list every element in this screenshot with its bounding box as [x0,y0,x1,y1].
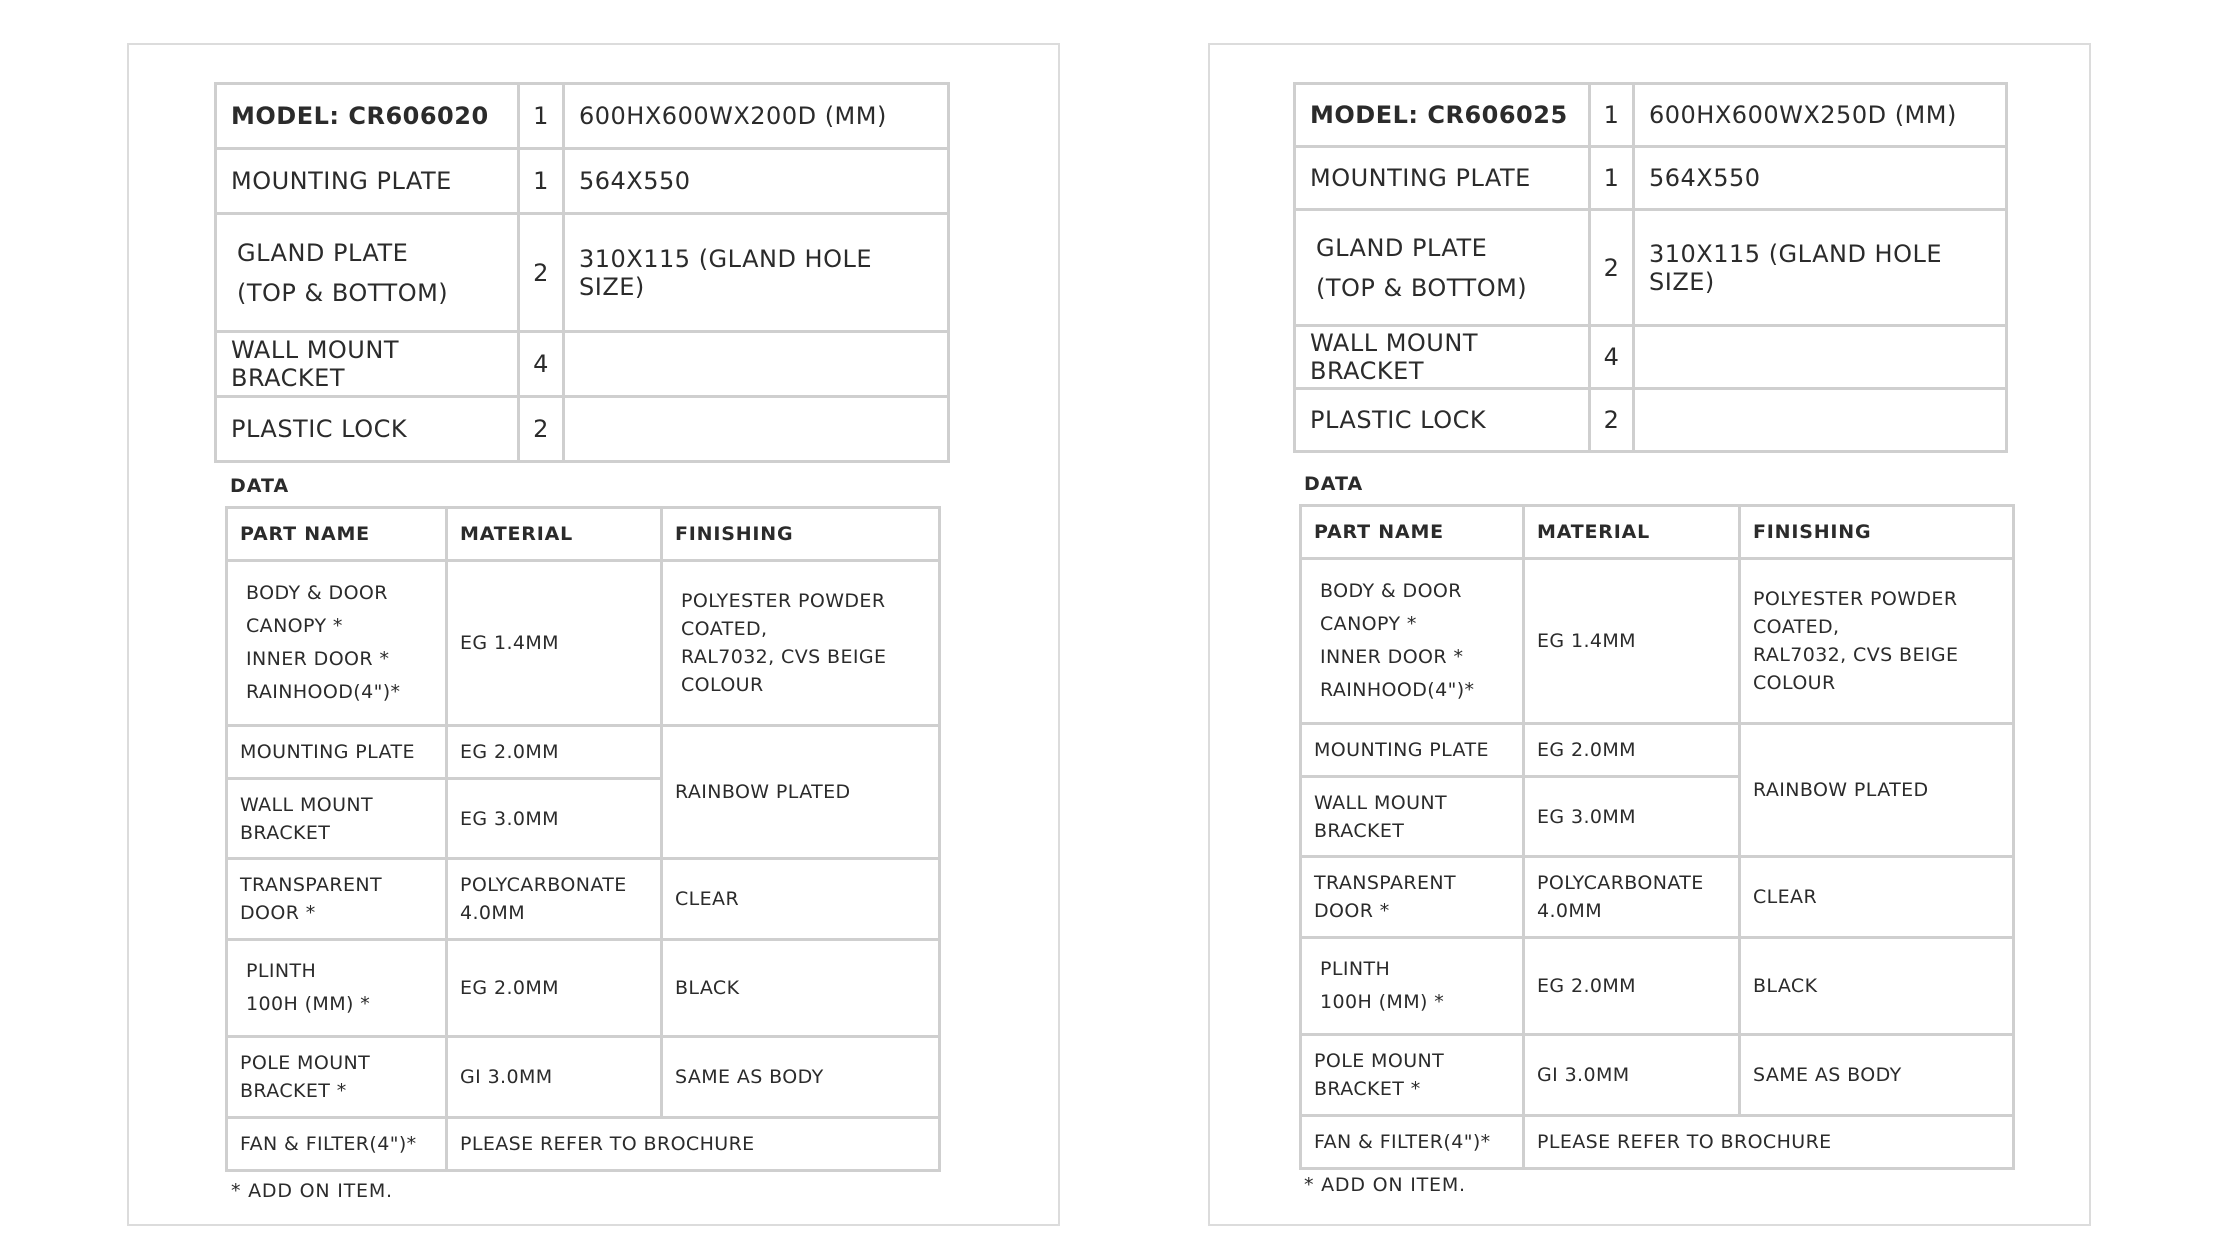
part-name-cell [1301,857,1524,938]
material-cell: EG 2.0MM [1524,938,1740,1035]
spec-item-desc: 564X550 [1634,147,2007,210]
table-row [227,561,940,726]
material-cell: GI 3.0MM [447,1037,662,1118]
spec-item-name: MOUNTING PLATE [1295,147,1590,210]
spec-item-line: GLAND PLATE [237,238,409,267]
qty-cell: 2 [1590,389,1634,452]
spec-item-desc [1634,389,2007,452]
spec-row-model [1295,84,2007,147]
part-name-cell [1301,559,1524,724]
material-line: POLYCARBONATE [460,874,627,896]
material-line: POLYCARBONATE [1537,872,1704,894]
finishing-line: COLOUR [1753,672,1836,694]
finishing-line: RAL7032, CVS BEIGE [681,646,887,668]
part-name-cell [1301,938,1524,1035]
finishing-cell [1740,559,2014,724]
spec-item-desc [564,397,949,462]
finishing-line: POLYESTER POWDER [1753,588,1958,610]
material-line: 4.0MM [1537,900,1603,922]
finishing-cell: CLEAR [1740,857,2014,938]
part-line: BRACKET * [1314,1078,1421,1100]
qty-cell: 2 [519,397,564,462]
part-line: 100H (MM) * [1320,991,1445,1013]
part-line: CANOPY * [1320,613,1417,635]
model-dimensions: 600HX600WX250D (MM) [1634,84,2007,147]
spec-row-mounting-plate [1295,147,2007,210]
qty-cell: 4 [1590,326,1634,389]
table-row [1301,1035,2014,1116]
part-line: POLE MOUNT [240,1052,371,1074]
qty-cell: 2 [1590,210,1634,326]
part-line: TRANSPARENT [1314,872,1456,894]
material-cell: EG 1.4MM [447,561,662,726]
spec-item-name [1295,210,1590,326]
part-name-cell: FAN & FILTER(4")* [227,1118,447,1171]
material-cell: EG 3.0MM [1524,777,1740,857]
spec-item-line: (TOP & BOTTOM) [1316,273,1528,302]
part-line: BRACKET [240,821,331,844]
part-name-cell: MOUNTING PLATE [227,726,447,779]
part-line: WALL MOUNT [1314,791,1448,814]
brochure-note: PLEASE REFER TO BROCHURE [1524,1116,2014,1169]
part-line: 100H (MM) * [246,993,371,1015]
table-row [1301,1116,2014,1169]
part-line: RAINHOOD(4")* [246,681,401,703]
finishing-cell: CLEAR [662,859,940,940]
material-line: 4.0MM [460,902,526,924]
material-cell: EG 2.0MM [1524,724,1740,777]
part-line: BRACKET * [240,1080,347,1102]
table-row [1301,938,2014,1035]
qty-cell: 1 [519,84,564,149]
part-name-cell [227,1037,447,1118]
qty-cell: 1 [1590,147,1634,210]
part-line: BRACKET [1314,819,1405,842]
spec-sheet-panel [127,43,1060,1226]
finishing-cell: RAINBOW PLATED [1740,724,2014,857]
part-name-cell [227,859,447,940]
part-line: DOOR * [240,902,316,924]
spec-item-name: MOUNTING PLATE [216,149,519,214]
material-cell [447,859,662,940]
spec-item-line: GLAND PLATE [1316,233,1488,262]
part-line: BODY & DOOR [246,582,388,604]
qty-cell: 2 [519,214,564,332]
qty-cell: 1 [1590,84,1634,147]
part-name-cell: FAN & FILTER(4")* [1301,1116,1524,1169]
qty-cell: 4 [519,332,564,397]
part-name-cell [1301,777,1524,857]
part-name-cell [227,779,447,859]
part-line: RAINHOOD(4")* [1320,679,1475,701]
spec-item-name: PLASTIC LOCK [1295,389,1590,452]
table-row [1301,559,2014,724]
finishing-cell: SAME AS BODY [662,1037,940,1118]
brochure-note: PLEASE REFER TO BROCHURE [447,1118,940,1171]
header-material: MATERIAL [447,508,662,561]
part-line: PLINTH [1320,958,1391,980]
material-cell: EG 1.4MM [1524,559,1740,724]
data-section-label: DATA [1304,473,1364,495]
spec-row-wall-bracket [1295,326,2007,389]
part-name-cell [227,561,447,726]
part-line: WALL MOUNT [240,793,374,816]
part-line: TRANSPARENT [240,874,382,896]
header-part-name: PART NAME [227,508,447,561]
material-cell [1524,857,1740,938]
model-spec-table [1293,82,2008,453]
finishing-cell: BLACK [662,940,940,1037]
data-section-label: DATA [230,475,290,497]
spec-item-name [216,214,519,332]
finishing-line: COATED, [1753,616,1840,638]
table-row [227,1037,940,1118]
add-on-footnote: * ADD ON ITEM. [1304,1174,1466,1196]
finishing-line: POLYESTER POWDER [681,590,886,612]
spec-item-desc: 564X550 [564,149,949,214]
part-name-cell: MOUNTING PLATE [1301,724,1524,777]
spec-sheet-panel [1208,43,2091,1226]
part-line: BODY & DOOR [1320,580,1462,602]
finishing-line: COLOUR [681,674,764,696]
spec-item-name: PLASTIC LOCK [216,397,519,462]
table-row [1301,724,2014,777]
spec-row-mounting-plate [216,149,949,214]
part-line: POLE MOUNT [1314,1050,1445,1072]
material-data-table [1299,504,2015,1170]
material-cell: EG 2.0MM [447,940,662,1037]
table-row [227,940,940,1037]
part-line: PLINTH [246,960,317,982]
table-row [227,726,940,779]
finishing-line: RAL7032, CVS BEIGE [1753,644,1959,666]
spec-item-name: WALL MOUNT BRACKET [216,332,519,397]
spec-row-model [216,84,949,149]
table-header-row [227,508,940,561]
spec-row-plastic-lock [216,397,949,462]
model-name: MODEL: CR606020 [216,84,519,149]
spec-item-desc: 310X115 (GLAND HOLE SIZE) [564,214,949,332]
part-line: INNER DOOR * [1320,646,1464,668]
spec-row-plastic-lock [1295,389,2007,452]
finishing-cell: RAINBOW PLATED [662,726,940,859]
finishing-cell: BLACK [1740,938,2014,1035]
material-cell: EG 2.0MM [447,726,662,779]
table-row [227,1118,940,1171]
part-name-cell [227,940,447,1037]
part-line: INNER DOOR * [246,648,390,670]
spec-row-gland-plate [216,214,949,332]
spec-row-gland-plate [1295,210,2007,326]
material-cell: GI 3.0MM [1524,1035,1740,1116]
material-cell: EG 3.0MM [447,779,662,859]
model-name: MODEL: CR606025 [1295,84,1590,147]
model-spec-table [214,82,950,463]
table-row [227,859,940,940]
header-part-name: PART NAME [1301,506,1524,559]
spec-item-desc [564,332,949,397]
table-header-row [1301,506,2014,559]
table-row [1301,857,2014,938]
spec-item-desc [1634,326,2007,389]
part-line: DOOR * [1314,900,1390,922]
spec-item-desc: 310X115 (GLAND HOLE SIZE) [1634,210,2007,326]
part-line: CANOPY * [246,615,343,637]
model-dimensions: 600HX600WX200D (MM) [564,84,949,149]
finishing-cell [662,561,940,726]
spec-row-wall-bracket [216,332,949,397]
header-finishing: FINISHING [662,508,940,561]
header-finishing: FINISHING [1740,506,2014,559]
qty-cell: 1 [519,149,564,214]
material-data-table [225,506,941,1172]
spec-item-name: WALL MOUNT BRACKET [1295,326,1590,389]
finishing-line: COATED, [681,618,768,640]
header-material: MATERIAL [1524,506,1740,559]
part-name-cell [1301,1035,1524,1116]
spec-item-line: (TOP & BOTTOM) [237,278,449,307]
add-on-footnote: * ADD ON ITEM. [231,1180,393,1202]
finishing-cell: SAME AS BODY [1740,1035,2014,1116]
